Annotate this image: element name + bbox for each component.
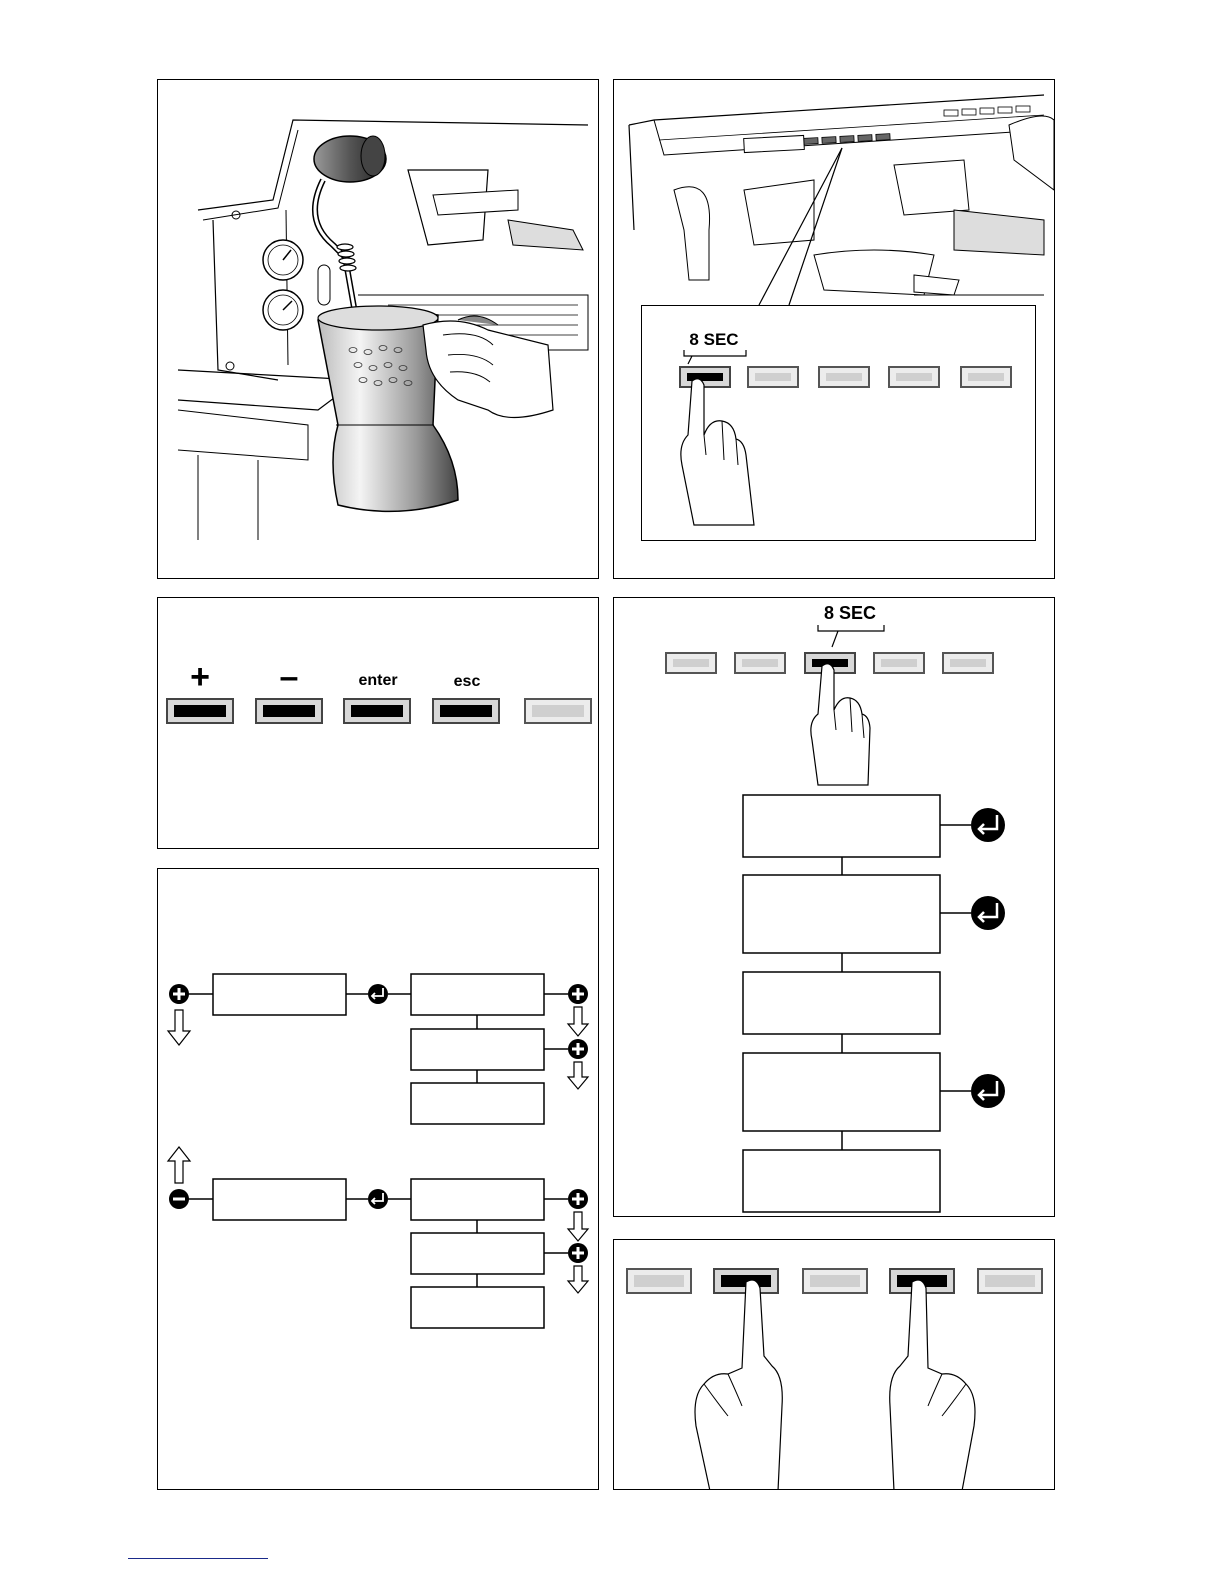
down-arrow-icon bbox=[168, 1010, 190, 1045]
footnote-rule bbox=[128, 1558, 268, 1559]
plus-circle-icon bbox=[568, 1243, 588, 1263]
figure-programming-flow bbox=[613, 597, 1055, 1217]
programming-flow-diagram bbox=[614, 598, 1055, 1217]
figure-machine-8sec bbox=[613, 79, 1055, 579]
navigation-flow-diagram bbox=[158, 869, 599, 1490]
figure-navigation-flow bbox=[157, 868, 599, 1490]
plus-circle-icon bbox=[568, 1189, 588, 1209]
key-5[interactable] bbox=[977, 1268, 1043, 1294]
callout-8sec: 8 SEC bbox=[823, 603, 877, 623]
figure-steam-wand bbox=[157, 79, 599, 579]
callout-8sec: 8 SEC bbox=[689, 330, 739, 349]
figure-keypad-labels bbox=[157, 597, 599, 849]
down-arrow-icon bbox=[568, 1007, 588, 1036]
unlabeled-key[interactable] bbox=[524, 698, 592, 724]
key-4[interactable] bbox=[888, 366, 940, 388]
down-arrow-icon bbox=[568, 1212, 588, 1241]
enter-circle-icon bbox=[971, 808, 1005, 842]
key-3[interactable] bbox=[818, 366, 870, 388]
plus-circle-icon bbox=[568, 1039, 588, 1059]
enter-circle-icon bbox=[368, 984, 388, 1004]
plus-circle-icon bbox=[568, 984, 588, 1004]
plus-circle-icon bbox=[169, 984, 189, 1004]
enter-circle-icon bbox=[368, 1189, 388, 1209]
down-arrow-icon bbox=[568, 1062, 588, 1089]
callout-bracket bbox=[682, 348, 748, 366]
minus-key[interactable] bbox=[255, 698, 323, 724]
key-1[interactable] bbox=[626, 1268, 692, 1294]
pointing-hand-icon bbox=[876, 1276, 986, 1490]
minus-circle-icon bbox=[169, 1189, 189, 1209]
enter-key[interactable] bbox=[343, 698, 411, 724]
key-plus-label: + bbox=[190, 658, 210, 696]
esc-key[interactable] bbox=[432, 698, 500, 724]
key-enter-label: enter bbox=[358, 672, 398, 689]
steam-wand-illustration bbox=[158, 80, 599, 579]
key-3[interactable] bbox=[802, 1268, 868, 1294]
down-arrow-icon bbox=[568, 1266, 588, 1293]
key-5[interactable] bbox=[960, 366, 1012, 388]
enter-circle-icon bbox=[971, 896, 1005, 930]
pointing-hand-icon bbox=[690, 1276, 800, 1490]
key-minus-label: – bbox=[279, 658, 299, 696]
pointing-hand-icon bbox=[674, 375, 764, 535]
figure-two-key-press bbox=[613, 1239, 1055, 1490]
enter-circle-icon bbox=[971, 1074, 1005, 1108]
plus-key[interactable] bbox=[166, 698, 234, 724]
up-arrow-icon bbox=[168, 1147, 190, 1183]
key-esc-label: esc bbox=[453, 673, 481, 690]
